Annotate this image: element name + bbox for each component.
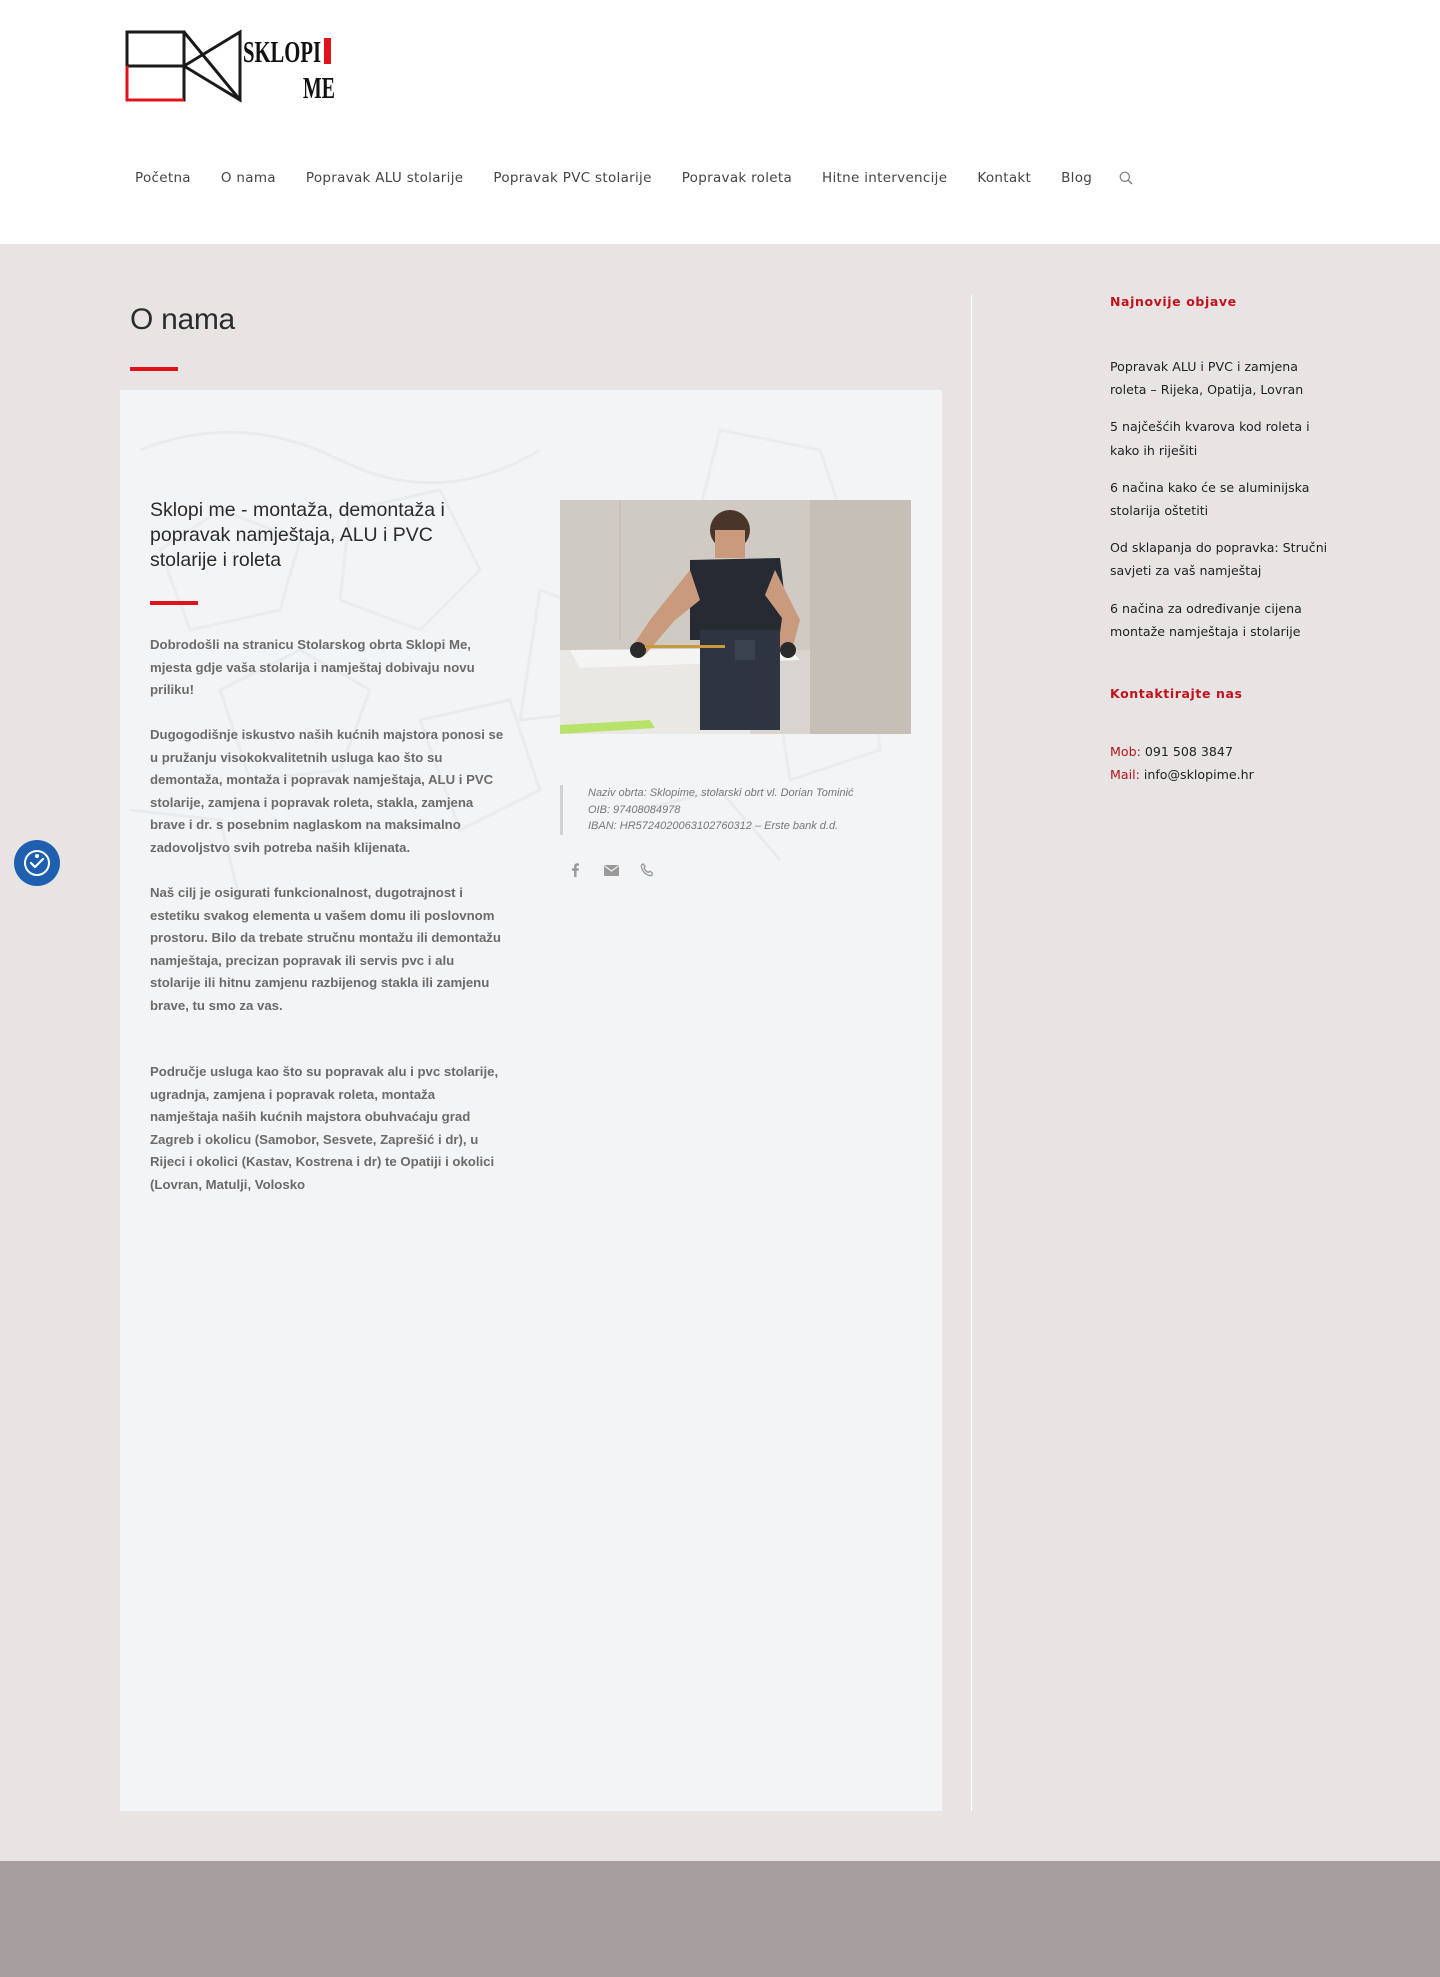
column-divider — [971, 295, 972, 1811]
business-info-quote — [560, 785, 911, 835]
business-iban: IBAN: HR5724020063102760312 – Erste bank d.d. — [588, 820, 839, 832]
nav-item-pvc[interactable]: Popravak PVC stolarije — [493, 170, 652, 186]
social-share — [565, 860, 657, 880]
nav-item-blog[interactable]: Blog — [1061, 170, 1093, 186]
nav-item-pocetna[interactable]: Početna — [135, 170, 191, 186]
service-area-paragraph: Područje usluga kao što su popravak alu i pvc stolarije, ugradnja, zamjena i popravak roleta, montaža namještaja naših kućnih majstora obuhvaćaju grad Zagreb i okolicu (Samobor, Sesvete, Zaprešić i dr), u Rijeci i okolici (Kastav, Kostrena i dr) te Opatiji i okolici (Lovran, Matulji, Volosko — [150, 1064, 499, 1192]
nav-item-o-nama[interactable]: O nama — [220, 170, 276, 186]
site-footer — [0, 1861, 1440, 1977]
nav-item-roleta[interactable]: Popravak roleta — [681, 170, 793, 186]
business-oib: OIB: 97408084978 — [588, 803, 681, 816]
mob-value[interactable]: 091 508 3847 — [1144, 744, 1233, 759]
recent-post-item[interactable]: 6 načina kako će se aluminijska stolarija oštetiti — [1110, 479, 1310, 519]
section-heading: Sklopi me - montaža, demontaža i popravak namještaja, ALU i PVC stolarije i roleta — [150, 499, 445, 571]
contact-mail — [1110, 767, 1254, 782]
logo-text-sklopi: SKLOPI — [243, 34, 321, 69]
phone-icon[interactable] — [637, 860, 657, 880]
mail-label: Mail: — [1110, 767, 1140, 782]
site-logo[interactable] — [125, 30, 337, 105]
recent-post-item[interactable]: Od sklapanja do popravka: Stručni savjeti za vaš namještaj — [1110, 540, 1328, 579]
contact-title: Kontaktirajte nas — [1110, 686, 1243, 701]
contact-phone — [1110, 744, 1233, 759]
nav-item-alu[interactable]: Popravak ALU stolarije — [305, 170, 464, 186]
recent-posts-list — [1110, 355, 1330, 657]
page-title: O nama — [130, 303, 235, 336]
content-box — [120, 390, 942, 1811]
nav-item-kontakt[interactable]: Kontakt — [977, 170, 1032, 186]
accessibility-icon[interactable] — [14, 840, 60, 886]
logo-mark-icon — [125, 30, 337, 105]
recent-post-item[interactable]: 6 načina za određivanje cijena montaže namještaja i stolarije — [1110, 600, 1302, 639]
experience-paragraph: Dugogodišnje iskustvo naših kućnih majstora ponosi se u pružanju visokokvalitetnih usluga kao što su demontaža, montaža i popravak namještaja, ALU i PVC stolarije, zamjena i popravak roleta, stakla, zamjena brave i dr. s posebnim naglaskom na maksimalno zadovoljstvo svih potreba naših klijenata. — [150, 727, 504, 855]
main-nav — [120, 160, 1145, 196]
mail-value[interactable]: info@sklopime.hr — [1143, 767, 1254, 782]
search-icon[interactable] — [1107, 160, 1145, 196]
title-underline — [130, 367, 178, 371]
envelope-icon[interactable] — [601, 860, 621, 880]
nav-item-hitne[interactable]: Hitne intervencije — [822, 170, 948, 186]
goal-paragraph: Naš cilj je osigurati funkcionalnost, dugotrajnost i estetiku svakog elementa u vašem domu ili poslovnom prostoru. Bilo da trebate stručnu montažu ili demontažu namještaja, precizan popravak ili servis pvc i alu stolarije ili hitnu zamjenu razbijenog stakla ili zamjenu brave, tu smo za vas. — [150, 885, 501, 1013]
recent-post-item[interactable]: Popravak ALU i PVC i zamjena roleta – Rijeka, Opatija, Lovran — [1110, 359, 1304, 398]
site-header — [0, 0, 1440, 244]
heading-underline — [150, 601, 198, 605]
logo-text-me: ME — [303, 70, 335, 105]
recent-posts-title: Najnovije objave — [1110, 294, 1237, 309]
intro-paragraph: Dobrodošli na stranicu Stolarskog obrta Sklopi Me, mjesta gdje vaša stolarija i namještaj dobivaju novu priliku! — [150, 637, 475, 698]
craftsman-photo — [560, 500, 911, 734]
facebook-icon[interactable] — [565, 860, 585, 880]
business-name: Naziv obrta: Sklopime, stolarski obrt vl. Dorian Tominić — [588, 787, 854, 799]
recent-post-item[interactable]: 5 najčešćih kvarova kod roleta i kako ih riješiti — [1110, 419, 1310, 458]
mob-label: Mob: — [1110, 744, 1141, 759]
